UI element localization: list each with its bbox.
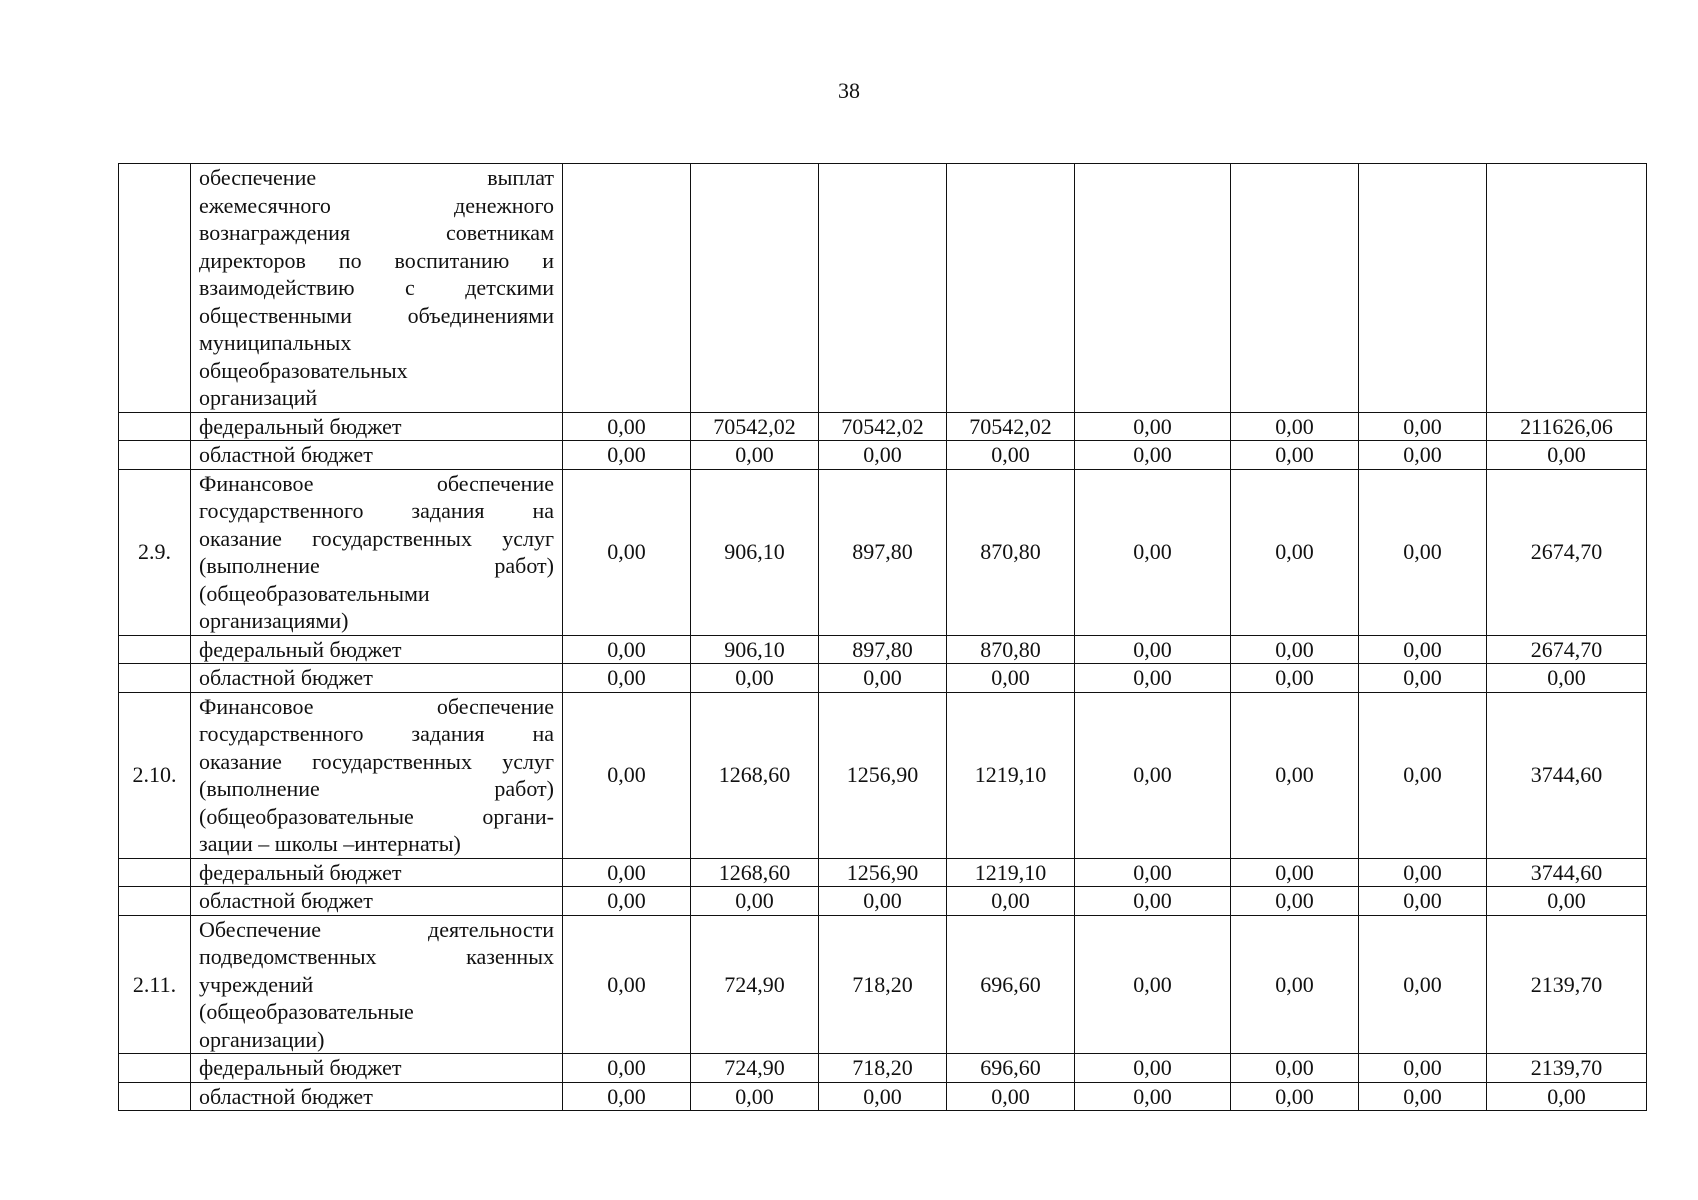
value-cell: 0,00 (563, 441, 691, 470)
description-line: Финансовое обеспечение (199, 693, 554, 719)
description-line: государственного задания на (199, 721, 554, 746)
value-cell: 718,20 (819, 915, 947, 1054)
value-cell: 0,00 (947, 441, 1075, 470)
row-number-cell (119, 915, 191, 1054)
value-cell: 0,00 (1359, 858, 1487, 887)
budget-source-cell (191, 1054, 563, 1083)
value-cell: 0,00 (1231, 915, 1359, 1054)
budget-source-label: федеральный бюджет (199, 636, 402, 662)
table-row-item (119, 469, 1647, 635)
value-cell: 0,00 (1075, 664, 1231, 693)
description-line: Обеспечение деятельности (199, 916, 554, 942)
value-cell: 0,00 (1359, 1082, 1487, 1111)
value-cell: 0,00 (691, 887, 819, 916)
value-cell: 906,10 (691, 469, 819, 635)
description-line: государственного задания на (199, 498, 554, 523)
row-number: 2.11. (132, 971, 177, 997)
value-cell: 0,00 (691, 441, 819, 470)
value-cell: 0,00 (1075, 441, 1231, 470)
value-cell: 0,00 (1075, 915, 1231, 1054)
value-cell: 0,00 (947, 664, 1075, 693)
value-cell: 0,00 (563, 412, 691, 441)
description-line: директоров по воспитанию и (199, 247, 554, 273)
value-cell: 870,80 (947, 469, 1075, 635)
row-number-cell (119, 858, 191, 887)
value-cell: 0,00 (1359, 1054, 1487, 1083)
table-row-budget-source (119, 635, 1647, 664)
value-cell: 70542,02 (691, 412, 819, 441)
value-cell: 2139,70 (1487, 1054, 1647, 1083)
item-description (199, 470, 554, 635)
description-line: организации) (199, 1026, 325, 1052)
value-cell: 0,00 (1359, 664, 1487, 693)
row-number-cell (119, 692, 191, 858)
value-cell: 0,00 (819, 1082, 947, 1111)
item-description (199, 693, 554, 858)
value-cell: 70542,02 (819, 412, 947, 441)
value-cell (947, 164, 1075, 413)
row-number-cell (119, 164, 191, 413)
value-cell: 0,00 (1359, 915, 1487, 1054)
value-cell: 0,00 (1487, 441, 1647, 470)
value-cell: 0,00 (563, 664, 691, 693)
description-line: учреждений (199, 971, 314, 997)
value-cell (1359, 164, 1487, 413)
page-number: 38 (838, 78, 860, 103)
value-cell: 0,00 (819, 887, 947, 916)
table-body (119, 164, 1647, 1111)
budget-source-label: областной бюджет (199, 888, 373, 913)
value-cell: 1219,10 (947, 692, 1075, 858)
value-cell: 897,80 (819, 635, 947, 664)
value-cell: 1268,60 (691, 858, 819, 887)
value-cell: 0,00 (563, 469, 691, 635)
value-cell (1487, 164, 1647, 413)
value-cell: 0,00 (947, 887, 1075, 916)
value-cell: 0,00 (691, 1082, 819, 1111)
value-cell: 70542,02 (947, 412, 1075, 441)
value-cell: 0,00 (563, 915, 691, 1054)
value-cell: 0,00 (1231, 441, 1359, 470)
value-cell: 870,80 (947, 635, 1075, 664)
value-cell: 0,00 (1359, 635, 1487, 664)
row-number-cell (119, 1054, 191, 1083)
value-cell: 211626,06 (1487, 412, 1647, 441)
value-cell: 2674,70 (1487, 635, 1647, 664)
value-cell: 0,00 (1231, 635, 1359, 664)
value-cell: 0,00 (1359, 469, 1487, 635)
value-cell: 0,00 (1075, 887, 1231, 916)
description-line: взаимодействию с детскими (199, 275, 554, 300)
table-row-budget-source (119, 441, 1647, 470)
value-cell: 906,10 (691, 635, 819, 664)
description-line: ежемесячного денежного (199, 192, 554, 218)
value-cell: 0,00 (1075, 1082, 1231, 1111)
description-line: (выполнение работ) (199, 553, 554, 578)
value-cell: 0,00 (1231, 412, 1359, 441)
description-line: организациями) (199, 608, 349, 633)
value-cell: 0,00 (947, 1082, 1075, 1111)
description-line: (общеобразовательные (199, 999, 414, 1024)
value-cell: 3744,60 (1487, 858, 1647, 887)
value-cell: 0,00 (563, 858, 691, 887)
budget-source-cell (191, 412, 563, 441)
description-line: (выполнение работ) (199, 776, 554, 801)
budget-source-cell (191, 635, 563, 664)
value-cell: 0,00 (563, 692, 691, 858)
item-description-cell (191, 469, 563, 635)
value-cell: 0,00 (1075, 635, 1231, 664)
value-cell: 0,00 (1359, 887, 1487, 916)
row-number-cell (119, 887, 191, 916)
table-row-budget-source (119, 1082, 1647, 1111)
value-cell: 0,00 (1359, 441, 1487, 470)
budget-source-cell (191, 664, 563, 693)
value-cell: 0,00 (691, 664, 819, 693)
budget-source-label: областной бюджет (199, 1083, 373, 1109)
description-line: вознаграждения советникам (199, 220, 554, 245)
value-cell: 0,00 (1075, 469, 1231, 635)
value-cell: 696,60 (947, 1054, 1075, 1083)
description-line: общественными объединениями (199, 302, 554, 328)
value-cell: 0,00 (1487, 1082, 1647, 1111)
item-description-cell (191, 164, 563, 413)
value-cell: 0,00 (563, 1082, 691, 1111)
row-number-cell (119, 635, 191, 664)
value-cell: 0,00 (563, 1054, 691, 1083)
row-number-cell (119, 664, 191, 693)
description-line: Финансовое обеспечение (199, 470, 554, 496)
value-cell (1231, 164, 1359, 413)
row-number-cell (119, 1082, 191, 1111)
value-cell (819, 164, 947, 413)
value-cell: 1268,60 (691, 692, 819, 858)
budget-source-label: областной бюджет (199, 665, 373, 690)
value-cell: 718,20 (819, 1054, 947, 1083)
value-cell: 897,80 (819, 469, 947, 635)
value-cell: 0,00 (819, 664, 947, 693)
table-row-item (119, 915, 1647, 1054)
description-line: обеспечение выплат (199, 165, 554, 190)
value-cell: 696,60 (947, 915, 1075, 1054)
value-cell: 0,00 (1231, 664, 1359, 693)
value-cell: 0,00 (1075, 858, 1231, 887)
value-cell: 1256,90 (819, 692, 947, 858)
value-cell: 3744,60 (1487, 692, 1647, 858)
value-cell (1075, 164, 1231, 413)
value-cell: 0,00 (1487, 664, 1647, 693)
table-row-budget-source (119, 412, 1647, 441)
item-description-cell (191, 692, 563, 858)
row-number-cell (119, 412, 191, 441)
value-cell (563, 164, 691, 413)
value-cell: 1256,90 (819, 858, 947, 887)
value-cell: 0,00 (1231, 1054, 1359, 1083)
value-cell: 1219,10 (947, 858, 1075, 887)
value-cell: 0,00 (1231, 469, 1359, 635)
value-cell: 0,00 (1075, 692, 1231, 858)
table-row-budget-source (119, 858, 1647, 887)
value-cell: 2674,70 (1487, 469, 1647, 635)
value-cell: 2139,70 (1487, 915, 1647, 1054)
table-row-budget-source (119, 1054, 1647, 1083)
description-line: оказание государственных услуг (199, 525, 554, 551)
budget-source-label: федеральный бюджет (199, 413, 402, 439)
budget-source-label: федеральный бюджет (199, 859, 402, 885)
description-line: зации – школы –интернаты) (199, 831, 461, 856)
description-line: общеобразовательных (199, 357, 408, 383)
description-line: оказание государственных услуг (199, 748, 554, 774)
row-number-cell (119, 469, 191, 635)
value-cell: 0,00 (1359, 692, 1487, 858)
value-cell: 0,00 (1231, 887, 1359, 916)
budget-source-label: федеральный бюджет (199, 1055, 402, 1080)
value-cell: 0,00 (1359, 412, 1487, 441)
table-row-budget-source (119, 887, 1647, 916)
value-cell: 0,00 (1231, 858, 1359, 887)
budget-source-cell (191, 1082, 563, 1111)
row-number-cell (119, 441, 191, 470)
value-cell: 0,00 (819, 441, 947, 470)
value-cell: 0,00 (563, 887, 691, 916)
value-cell: 724,90 (691, 915, 819, 1054)
table-row-budget-source (119, 664, 1647, 693)
value-cell: 724,90 (691, 1054, 819, 1083)
budget-source-cell (191, 887, 563, 916)
description-line: организаций (199, 385, 318, 410)
item-description (199, 916, 554, 1054)
description-line: подведомственных казенных (199, 944, 554, 969)
value-cell: 0,00 (1075, 412, 1231, 441)
value-cell (691, 164, 819, 413)
budget-source-label: областной бюджет (199, 442, 373, 467)
budget-source-cell (191, 858, 563, 887)
value-cell: 0,00 (1231, 692, 1359, 858)
description-line: муниципальных (199, 330, 352, 355)
row-number: 2.10. (132, 762, 177, 788)
description-line: (общеобразовательные органи- (199, 803, 554, 829)
item-description-cell (191, 915, 563, 1054)
item-description (199, 164, 554, 412)
value-cell: 0,00 (563, 635, 691, 664)
table-row-item (119, 164, 1647, 413)
budget-table (118, 163, 1647, 1111)
value-cell: 0,00 (1487, 887, 1647, 916)
table-row-item (119, 692, 1647, 858)
row-number: 2.9. (138, 539, 171, 565)
budget-source-cell (191, 441, 563, 470)
value-cell: 0,00 (1075, 1054, 1231, 1083)
description-line: (общеобразовательными (199, 580, 430, 606)
value-cell: 0,00 (1231, 1082, 1359, 1111)
